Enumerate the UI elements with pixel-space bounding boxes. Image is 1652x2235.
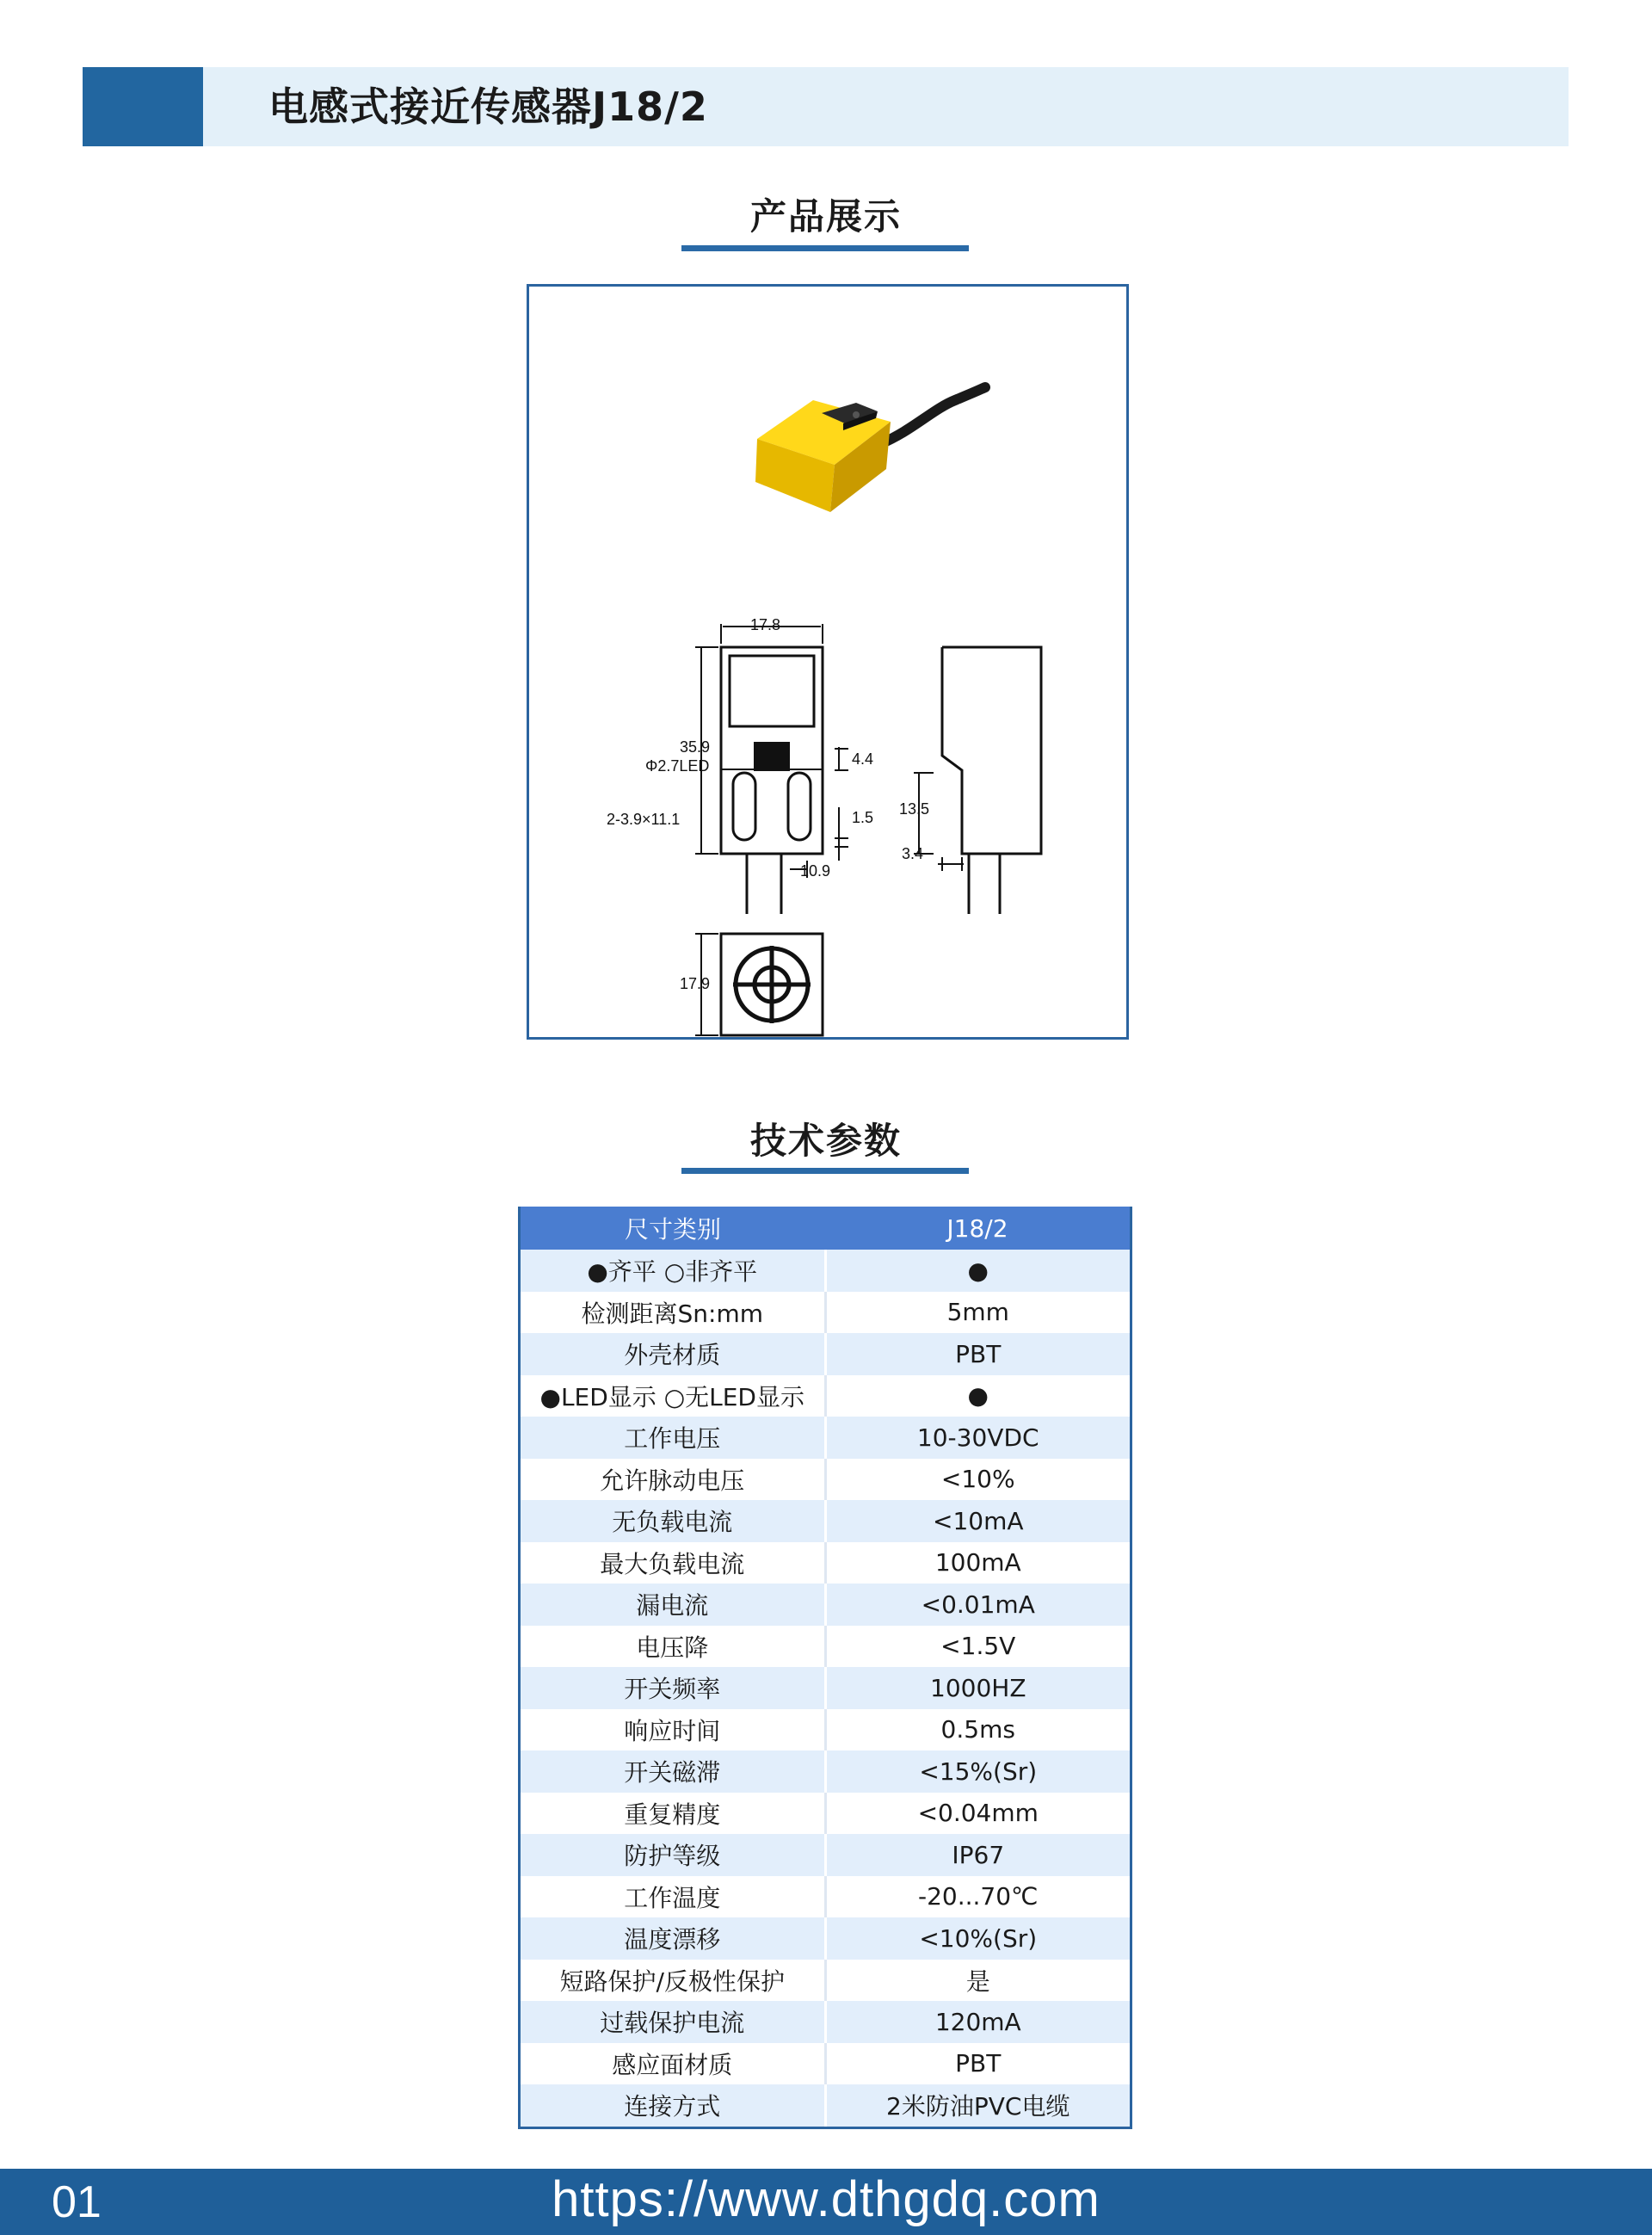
section-title-specs: 技术参数 xyxy=(749,1120,902,1162)
spec-name: ●齐平 ○非齐平 xyxy=(521,1250,825,1292)
spec-value: 1000HZ xyxy=(825,1667,1130,1709)
dim-label-led: Φ2.7LED xyxy=(645,757,710,775)
table-row xyxy=(521,2001,1130,2043)
table-row xyxy=(521,1250,1130,1292)
spec-value: <1.5V xyxy=(825,1626,1130,1668)
table-row xyxy=(521,1417,1130,1459)
spec-name: 漏电流 xyxy=(521,1584,825,1626)
spec-value: <0.04mm xyxy=(825,1793,1130,1835)
spec-name: 温度漂移 xyxy=(521,1917,825,1960)
product-photo xyxy=(740,361,998,534)
table-row xyxy=(521,1876,1130,1918)
table-row xyxy=(521,1333,1130,1375)
spec-value: ● xyxy=(825,1375,1130,1417)
spec-value: <0.01mA xyxy=(825,1584,1130,1626)
table-row xyxy=(521,1626,1130,1668)
section-underline-specs xyxy=(681,1168,969,1174)
spec-name: 工作温度 xyxy=(521,1876,825,1918)
header-accent-block xyxy=(83,67,203,146)
spec-name: 感应面材质 xyxy=(521,2043,825,2085)
spec-value: 10-30VDC xyxy=(825,1417,1130,1459)
table-row xyxy=(521,1793,1130,1835)
spec-value: -20...70℃ xyxy=(825,1876,1130,1918)
spec-value: <15%(Sr) xyxy=(825,1750,1130,1793)
spec-name: 工作电压 xyxy=(521,1417,825,1459)
specs-table-header-row xyxy=(521,1207,1130,1250)
table-row xyxy=(521,1459,1130,1501)
specs-table-wrapper xyxy=(518,1207,1132,2129)
spec-value: 0.5ms xyxy=(825,1709,1130,1751)
spec-value: 是 xyxy=(825,1960,1130,2002)
table-row xyxy=(521,1375,1130,1417)
spec-name: ●LED显示 ○无LED显示 xyxy=(521,1375,825,1417)
table-row xyxy=(521,1750,1130,1793)
table-row xyxy=(521,1500,1130,1542)
spec-value: IP67 xyxy=(825,1834,1130,1876)
section-underline-product xyxy=(681,245,969,251)
spec-name: 开关频率 xyxy=(521,1667,825,1709)
spec-name: 过载保护电流 xyxy=(521,2001,825,2043)
spec-value: 120mA xyxy=(825,2001,1130,2043)
specs-table-body xyxy=(521,1250,1130,2127)
dim-label-3-4: 3.4 xyxy=(902,845,924,862)
footer-url-link[interactable]: https://www.dthgdq.com xyxy=(552,2171,1100,2227)
dim-label-width: 17.8 xyxy=(750,616,781,633)
spec-name: 电压降 xyxy=(521,1626,825,1668)
spec-name: 外壳材质 xyxy=(521,1333,825,1375)
table-row xyxy=(521,1834,1130,1876)
dim-label-13-5: 13.5 xyxy=(899,800,930,818)
dimension-drawing xyxy=(594,602,1076,1041)
table-row xyxy=(521,1917,1130,1960)
dim-label-10-9: 10.9 xyxy=(800,862,831,880)
table-row xyxy=(521,1709,1130,1751)
spec-value: PBT xyxy=(825,2043,1130,2085)
spec-value: PBT xyxy=(825,1333,1130,1375)
spec-value: 5mm xyxy=(825,1292,1130,1334)
spec-value: 2米防油PVC电缆 xyxy=(825,2084,1130,2127)
spec-name: 短路保护/反极性保护 xyxy=(521,1960,825,2002)
specs-header-value: J18/2 xyxy=(825,1207,1130,1250)
table-row xyxy=(521,2084,1130,2127)
page-number: 01 xyxy=(52,2177,102,2227)
spec-value: 100mA xyxy=(825,1542,1130,1584)
spec-name: 开关磁滞 xyxy=(521,1750,825,1793)
dim-label-holes: 2-3.9×11.1 xyxy=(607,811,681,828)
spec-name: 重复精度 xyxy=(521,1793,825,1835)
page-title: 电感式接近传感器J18/2 xyxy=(268,83,708,130)
specs-header-name: 尺寸类别 xyxy=(521,1207,825,1250)
dim-label-4-4: 4.4 xyxy=(852,750,874,768)
spec-value: <10%(Sr) xyxy=(825,1917,1130,1960)
dim-label-17-9: 17.9 xyxy=(680,975,711,992)
table-row xyxy=(521,1292,1130,1334)
dim-label-1-5: 1.5 xyxy=(852,809,874,826)
spec-value: <10% xyxy=(825,1459,1130,1501)
spec-name: 无负载电流 xyxy=(521,1500,825,1542)
spec-value: <10mA xyxy=(825,1500,1130,1542)
spec-value: ● xyxy=(825,1250,1130,1292)
table-row xyxy=(521,1542,1130,1584)
spec-name: 最大负载电流 xyxy=(521,1542,825,1584)
section-title-product: 产品展示 xyxy=(749,195,902,238)
specs-table xyxy=(521,1207,1130,2127)
table-row xyxy=(521,1667,1130,1709)
spec-name: 防护等级 xyxy=(521,1834,825,1876)
spec-name: 允许脉动电压 xyxy=(521,1459,825,1501)
table-row xyxy=(521,1584,1130,1626)
spec-name: 响应时间 xyxy=(521,1709,825,1751)
table-row xyxy=(521,1960,1130,2002)
table-row xyxy=(521,2043,1130,2085)
spec-name: 检测距离Sn:mm xyxy=(521,1292,825,1334)
dim-label-height: 35.9 xyxy=(680,738,711,756)
spec-name: 连接方式 xyxy=(521,2084,825,2127)
